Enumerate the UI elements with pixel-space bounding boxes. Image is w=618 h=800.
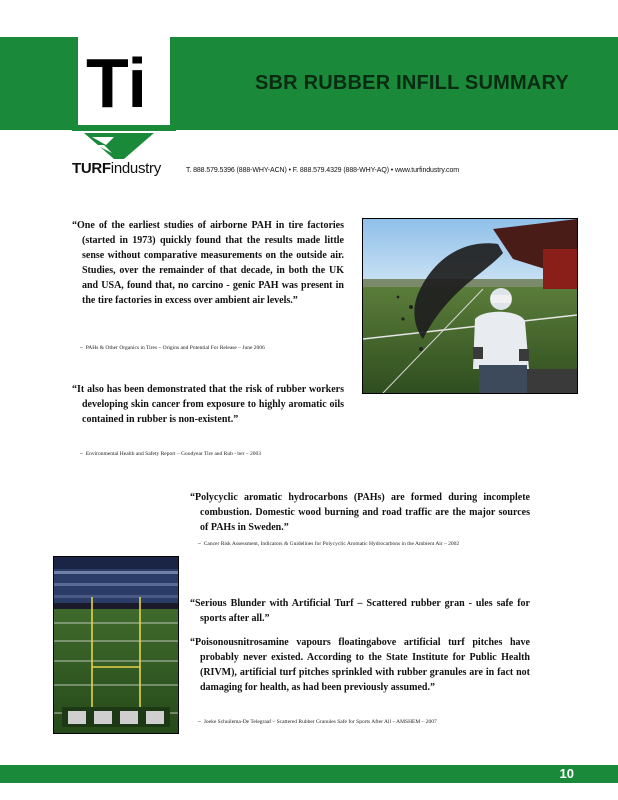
citation: – Cancer Risk Assessment, Indicators & Guidelines for Polycyclic Aromatic Hydrocarbons in the Ambient Air – 2002	[198, 541, 460, 547]
stadium-turf-photo	[53, 556, 179, 734]
logo-trademark: TM	[174, 125, 185, 132]
quote-text: “Poisonousnitrosamine vapours floatingabove artificial turf pitches have probably never existed. According to the State Institute for Public Health (RIVM), artificial turf pitches sprinkled with rubber granules are in fact not damaging for health, as had been previously assumed.”	[190, 637, 530, 693]
logo-box	[72, 37, 176, 131]
quote-pah-combustion	[190, 490, 530, 535]
logo-chevron-icon	[84, 133, 154, 159]
logo-letters: Ti	[86, 44, 147, 122]
citation: – Environmental Health and Safety Report – Goodyear Tire and Rub - ber – 2003	[80, 451, 261, 457]
citation-text: Environmental Health and Safety Report – Goodyear Tire and Rub - ber – 2003	[85, 451, 261, 457]
brand-regular: industry	[110, 160, 161, 177]
quote-text: “One of the earliest studies of airborne PAH in tire factories (started in 1973) quickly found that the results made little sense without comparative measurements on the outside air. Studies, over the remainder of that decade, in both the UK and USA, found that, no carcino - genic PAH was present in the tire factories in excess over ambient air levels.”	[72, 220, 344, 306]
citation: – Joeke Schuilema-De Telegraaf – Scattered Rubber Granules Safe for Sports After All – AMSHEM – 2007	[198, 719, 437, 725]
worker-spreading-infill-photo	[362, 218, 578, 394]
page-number: 10	[559, 766, 574, 781]
quote-text: “Serious Blunder with Artificial Turf – Scattered rubber gran - ules safe for sports after all.”	[190, 598, 530, 624]
citation-text: Joeke Schuilema-De Telegraaf – Scattered Rubber Granules Safe for Sports After All – AMSHEM – 2007	[203, 719, 437, 725]
quote-text: “Polycyclic aromatic hydrocarbons (PAHs) are formed during incomplete combustion. Domestic wood burning and road traffic are the major sources of PAHs in Sweden.”	[190, 492, 530, 533]
citation: – PAHs & Other Organics in Tires – Origins and Potential For Release – June 2006	[80, 345, 265, 351]
contact-info: T. 888.579.5396 (888-WHY-ACN) • F. 888.579.4329 (888-WHY-AQ) • www.turfindustry.com	[186, 167, 459, 174]
footer-band	[0, 765, 618, 783]
quote-text: “It also has been demonstrated that the risk of rubber workers developing skin cancer from exposure to highly aromatic oils contained in rubber is non-existent.”	[72, 384, 344, 425]
brand-bold: TURF	[72, 160, 111, 177]
quote-tire-factories	[72, 218, 344, 308]
quote-skin-cancer	[72, 382, 344, 427]
quote-serious-blunder	[190, 596, 530, 626]
citation-text: Cancer Risk Assessment, Indicators & Guidelines for Polycyclic Aromatic Hydrocarbons in the Ambient Air – 2002	[203, 541, 460, 547]
citation-text: PAHs & Other Organics in Tires – Origins and Potential For Release – June 2006	[85, 345, 265, 351]
brand-wordmark	[72, 160, 161, 177]
turfindustry-logo	[72, 37, 184, 173]
page-title: SBR RUBBER INFILL SUMMARY	[255, 72, 569, 94]
quote-nitrosamine	[190, 635, 530, 695]
